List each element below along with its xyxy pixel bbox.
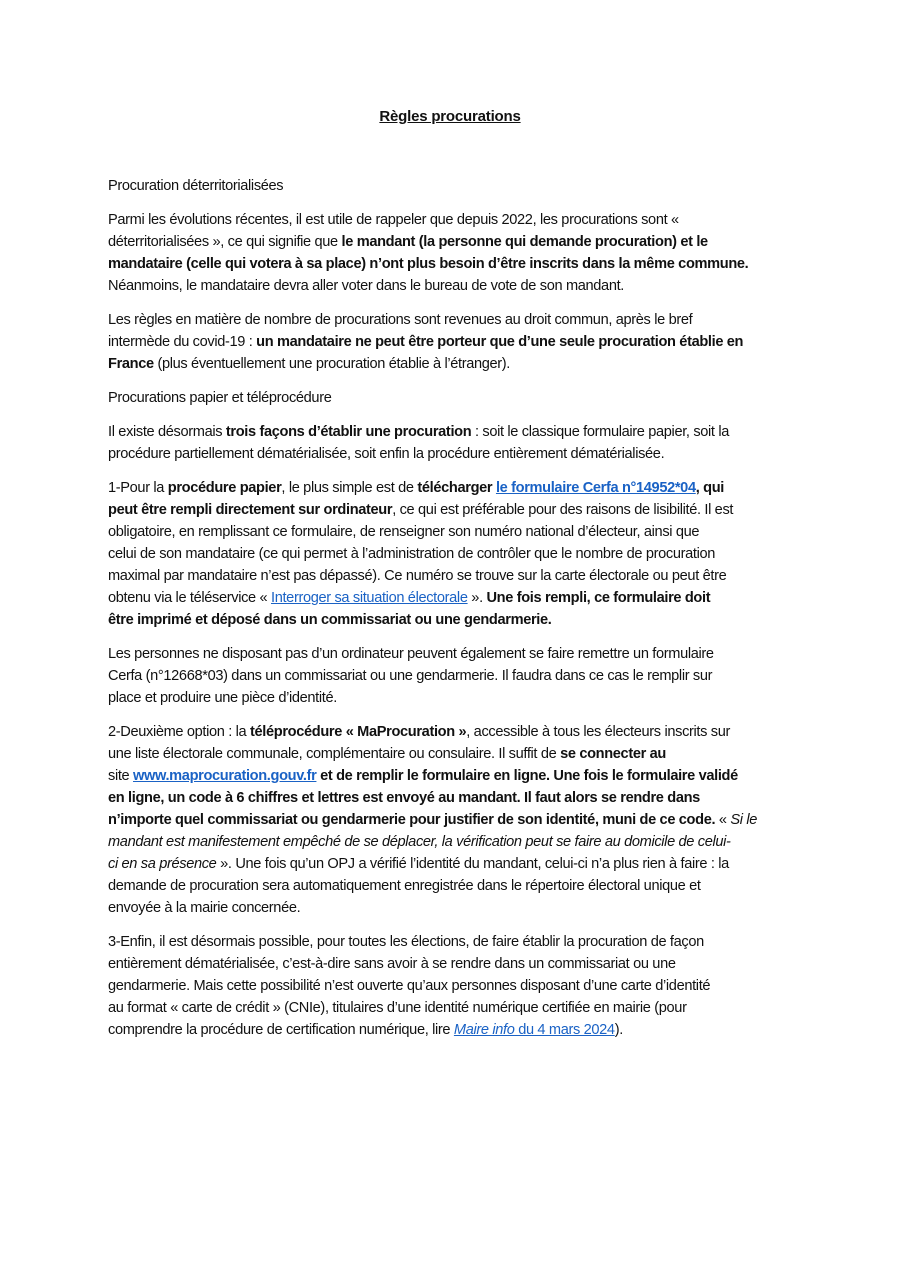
paragraph-deterritorialized: Parmi les évolutions récentes, il est utile de rappeler que depuis 2022, les procurations sont « déterritorialisées », ce qui signifie que le mandant (la personne qui demande procuration) et le mandataire (celle qui votera à sa place) n’ont plus besoin d’être inscrits dans la même commune. Néanmoins, le mandataire devra aller voter dans le bureau de vote de son mandant. xyxy=(108,212,749,294)
paragraph-no-computer: Les personnes ne disposant pas d’un ordinateur peuvent également se faire remettre un formulaire Cerfa (n°12668*03) dans un commissariat ou une gendarmerie. Il faudra dans ce cas le remplir sur place et produire une pièce d’identité. xyxy=(108,646,714,706)
document-title: Règles procurations xyxy=(379,108,521,125)
maire-info-link[interactable]: Maire info du 4 mars 2024 xyxy=(453,1022,615,1038)
cerfa-14952-link[interactable]: le formulaire Cerfa n°14952*04 xyxy=(495,480,696,496)
paragraph-paper-procedure: 1-Pour la procédure papier, le plus simple est de télécharger le formulaire Cerfa n°14952*04, qui peut être rempli directement sur ordinateur, ce qui est préférable pour des raisons de lisibilité. Il est obligatoire, en remplissant ce formulaire, de renseigner son numéro national d’électeur, ainsi que celui de son mandataire (ce qui permet à l’administration de contrôler que le nombre de procuration maximal par mandataire n’est pas dépassé). Ce numéro se trouve sur la carte électorale ou peut être obtenu via le téléservice « Interroger sa situation électorale ». Une fois rempli, ce formulaire doit être imprimé et déposé dans un commissariat ou une gendarmerie. xyxy=(108,480,734,628)
document-body xyxy=(108,175,808,1053)
section-heading-paper-teleprocedure: Procurations papier et téléprocédure xyxy=(108,390,332,406)
paragraph-fully-dematerialized: 3-Enfin, il est désormais possible, pour toutes les élections, de faire établir la procuration de façon entièrement dématérialisée, c’est-à-dire sans avoir à se rendre dans un commissariat ou une gendarmerie. Mais cette possibilité n’est ouverte qu’aux personnes disposant d’une carte d’identité au format « carte de crédit » (CNIe), titulaires d’une identité numérique certifiée en mairie (pour comprendre la procédure de certification numérique, lire Maire info du 4 mars 2024). xyxy=(108,934,711,1038)
paragraph-three-ways: Il existe désormais trois façons d’établir une procuration : soit le classique formulaire papier, soit la procédure partiellement dématérialisée, soit enfin la procédure entièrement dématérialisée. xyxy=(108,424,729,462)
electoral-situation-link[interactable]: Interroger sa situation électorale xyxy=(271,590,468,606)
maprocuration-site-link[interactable]: www.maprocuration.gouv.fr xyxy=(133,768,317,784)
paragraph-maprocuration: 2-Deuxième option : la téléprocédure « MaProcuration », accessible à tous les électeurs inscrits sur une liste électorale communale, complémentaire ou consulaire. Il suffit de se connecter au site www.maprocuration.gouv.fr et de remplir le formulaire en ligne. Une fois le formulaire validé en ligne, un code à 6 chiffres et lettres est envoyé au mandant. Il faut alors se rendre dans n’importe quel commissariat ou gendarmerie pour justifier de son identité, muni de ce code. « Si le mandant est manifestement empêché de se déplacer, la vérification peut se faire au domicile de celui- ci en sa présence ». Une fois qu’un OPJ a vérifié l’identité du mandant, celui-ci n’a plus rien à faire : la demande de procuration sera automatiquement enregistrée dans le répertoire électoral unique et envoyée à la mairie concernée. xyxy=(108,724,757,916)
section-heading-deterritorialized: Procuration déterritorialisées xyxy=(108,178,284,194)
paragraph-rules-number: Les règles en matière de nombre de procurations sont revenues au droit commun, après le bref intermède du covid-19 : un mandataire ne peut être porteur que d’une seule procuration établie en France (plus éventuellement une procuration établie à l’étranger). xyxy=(108,312,744,372)
